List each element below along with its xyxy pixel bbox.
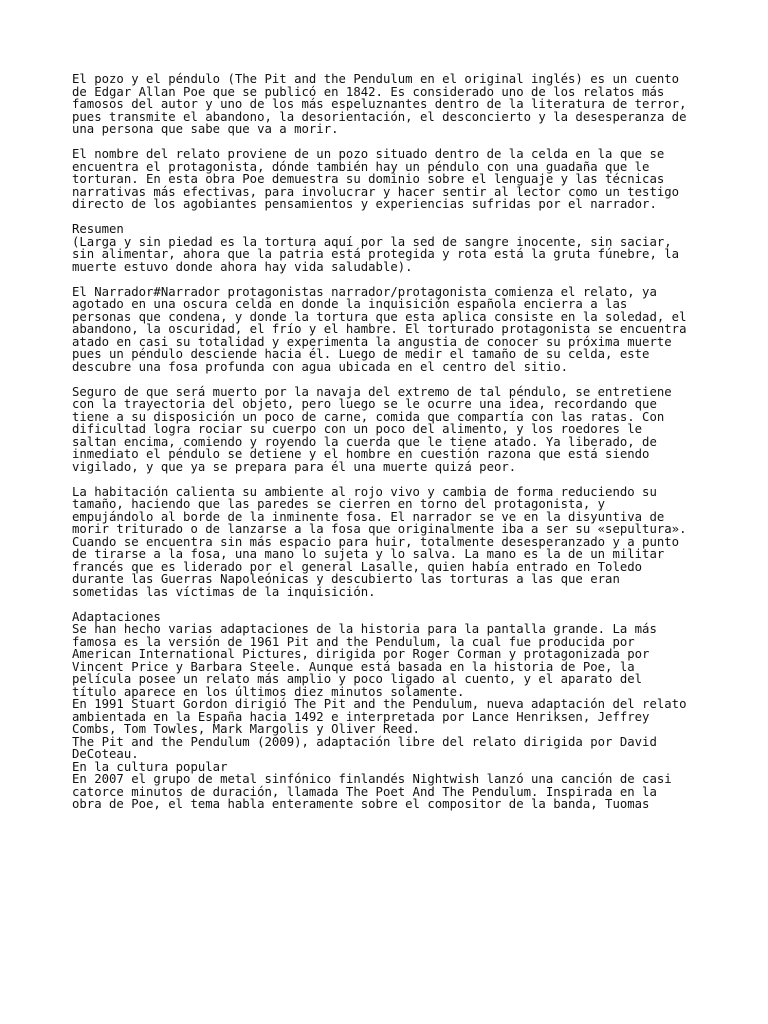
text-line: durante las Guerras Napoleónicas y descubierto las torturas a las que eran xyxy=(72,572,620,586)
text-line: Cuando se encuentra sin más espacio para huir, totalmente desesperanzado y a punto xyxy=(72,534,680,549)
text-line: sometidas las víctimas de la inquisición. xyxy=(72,584,376,599)
text-line: encuentra el protagonista, dónde también hay un péndulo con una guadaña que le xyxy=(72,159,650,174)
text-line: En 1991 Stuart Gordon dirigió The Pit and the Pendulum, nueva adaptación del relato xyxy=(72,697,687,711)
paragraph-pendulum xyxy=(72,386,712,474)
paragraph-adaptations xyxy=(72,611,712,811)
text-line: Se han hecho varias adaptaciones de la historia para la pantalla grande. La más xyxy=(72,622,657,636)
text-line: En 2007 el grupo de metal sinfónico finlandés Nightwish lanzó una canción de casi xyxy=(72,772,672,786)
text-line: ambientada en la España hacia 1492 e interpretada por Lance Henriksen, Jeffrey xyxy=(72,709,650,724)
document-page xyxy=(72,73,712,811)
text-line: sin alimentar, ahora que la patria está protegida y rota está la gruta fúnebre, la xyxy=(72,247,680,261)
text-line: de Edgar Allan Poe que se publicó en 1842. Es considerado uno de los relatos más xyxy=(72,84,665,99)
text-line: El Narrador#Narrador protagonistas narrador/protagonista comienza el relato, ya xyxy=(72,284,657,299)
text-line: empujándolo al borde de la inminente fosa. El narrador se ve en la disyuntiva de xyxy=(72,509,665,524)
text-line: Vincent Price y Barbara Steele. Aunque está basada en la historia de Poe, la xyxy=(72,659,635,674)
text-line: personas que condena, y donde la tortura que esta aplica consiste en la soledad, el xyxy=(72,309,687,324)
text-line: (Larga y sin piedad es la tortura aquí por la sed de sangre inocente, sin saciar, xyxy=(72,234,672,249)
text-line: narrativas más efectivas, para involucrar y hacer sentir al lector como un testigo xyxy=(72,184,680,199)
text-line: de tirarse a la fosa, una mano lo sujeta y lo salva. La mano es la de un militar xyxy=(72,547,665,561)
text-line: dificultad logra rociar su cuerpo con un poco del alimento, y los roedores le xyxy=(72,422,643,436)
text-line: tamaño, haciendo que las paredes se cierren en torno del protagonista, y xyxy=(72,497,606,511)
paragraph-summary xyxy=(72,223,712,273)
text-line: película posee un relato más amplio y poco ligado al cuento, y el aparato del xyxy=(72,672,643,686)
text-line: DeCoteau. xyxy=(72,747,139,761)
text-line: torturan. En esta obra Poe demuestra su dominio sobre el lenguaje y las técnicas xyxy=(72,172,665,186)
text-line: obra de Poe, el tema habla enteramente sobre el compositor de la banda, Tuomas xyxy=(72,797,650,811)
text-line: catorce minutos de duración, llamada The Poet And The Pendulum. Inspirada en la xyxy=(72,784,657,799)
section-heading-cultura-popular: En la cultura popular xyxy=(72,759,228,774)
text-line: agotado en una oscura celda en donde la inquisición española encierra a las xyxy=(72,297,628,311)
text-line: tiene a su disposición un poco de carne, comida que compartía con las ratas. Con xyxy=(72,409,665,424)
text-line: famosa es la versión de 1961 Pit and the Pendulum, la cual fue producida por xyxy=(72,634,635,649)
text-line: saltan encima, comiendo y royendo la cuerda que le tiene atado. Ya liberado, de xyxy=(72,434,657,449)
text-line: atado en casi su totalidad y experimenta la angustia de conocer su próxima muerte xyxy=(72,334,672,349)
text-line: famosos del autor y uno de los más espeluznantes dentro de la literatura de terror, xyxy=(72,97,687,111)
text-line: vigilado, y que ya se prepara para él una muerte quizá peor. xyxy=(72,459,517,474)
text-line: Combs, Tom Towles, Mark Margolis y Oliver Reed. xyxy=(72,722,420,736)
text-line: título aparece en los últimos diez minutos solamente. xyxy=(72,684,465,699)
paragraph-narrator xyxy=(72,286,712,374)
text-line: muerte estuvo donde ahora hay vida saludable). xyxy=(72,259,413,274)
section-heading-resumen: Resumen xyxy=(72,222,124,236)
text-line: Seguro de que será muerto por la navaja del extremo de tal péndulo, se entretiene xyxy=(72,384,672,399)
text-line: morir triturado o de lanzarse a la fosa que originalmente iba a ser su «sepultura». xyxy=(72,522,687,536)
paragraph-title-origin xyxy=(72,148,712,211)
text-line: descubre una fosa profunda con agua ubicada en el centro del sitio. xyxy=(72,359,569,374)
text-line: The Pit and the Pendulum (2009), adaptación libre del relato dirigida por David xyxy=(72,734,657,749)
text-line: American International Pictures, dirigida por Roger Corman y protagonizada por xyxy=(72,647,650,661)
text-line: francés que es liderado por el general Lasalle, quien había entrado en Toledo xyxy=(72,559,643,574)
text-line: La habitación calienta su ambiente al rojo vivo y cambia de forma reduciendo su xyxy=(72,484,657,499)
text-line: con la trayectoria del objeto, pero luego se le ocurre una idea, recordando que xyxy=(72,397,657,411)
text-line: directo de los agobiantes pensamientos y experiencias sufridas por el narrador. xyxy=(72,197,657,211)
text-line: una persona que sabe que va a morir. xyxy=(72,122,339,136)
text-line: pues transmite el abandono, la desorientación, el desconcierto y la desesperanza de xyxy=(72,109,687,124)
text-line: inmediato el péndulo se detiene y el hombre en cuestión razona que está siendo xyxy=(72,447,650,461)
paragraph-intro xyxy=(72,73,712,136)
text-line: abandono, la oscuridad, el frío y el hambre. El torturado protagonista se encuentra xyxy=(72,322,687,336)
section-heading-adaptaciones: Adaptaciones xyxy=(72,609,161,624)
text-line: pues un péndulo desciende hacia él. Luego de medir el tamaño de su celda, este xyxy=(72,347,650,361)
paragraph-room xyxy=(72,486,712,599)
text-line: El nombre del relato proviene de un pozo situado dentro de la celda en la que se xyxy=(72,147,665,161)
text-line: El pozo y el péndulo (The Pit and the Pendulum en el original inglés) es un cuento xyxy=(72,72,680,86)
